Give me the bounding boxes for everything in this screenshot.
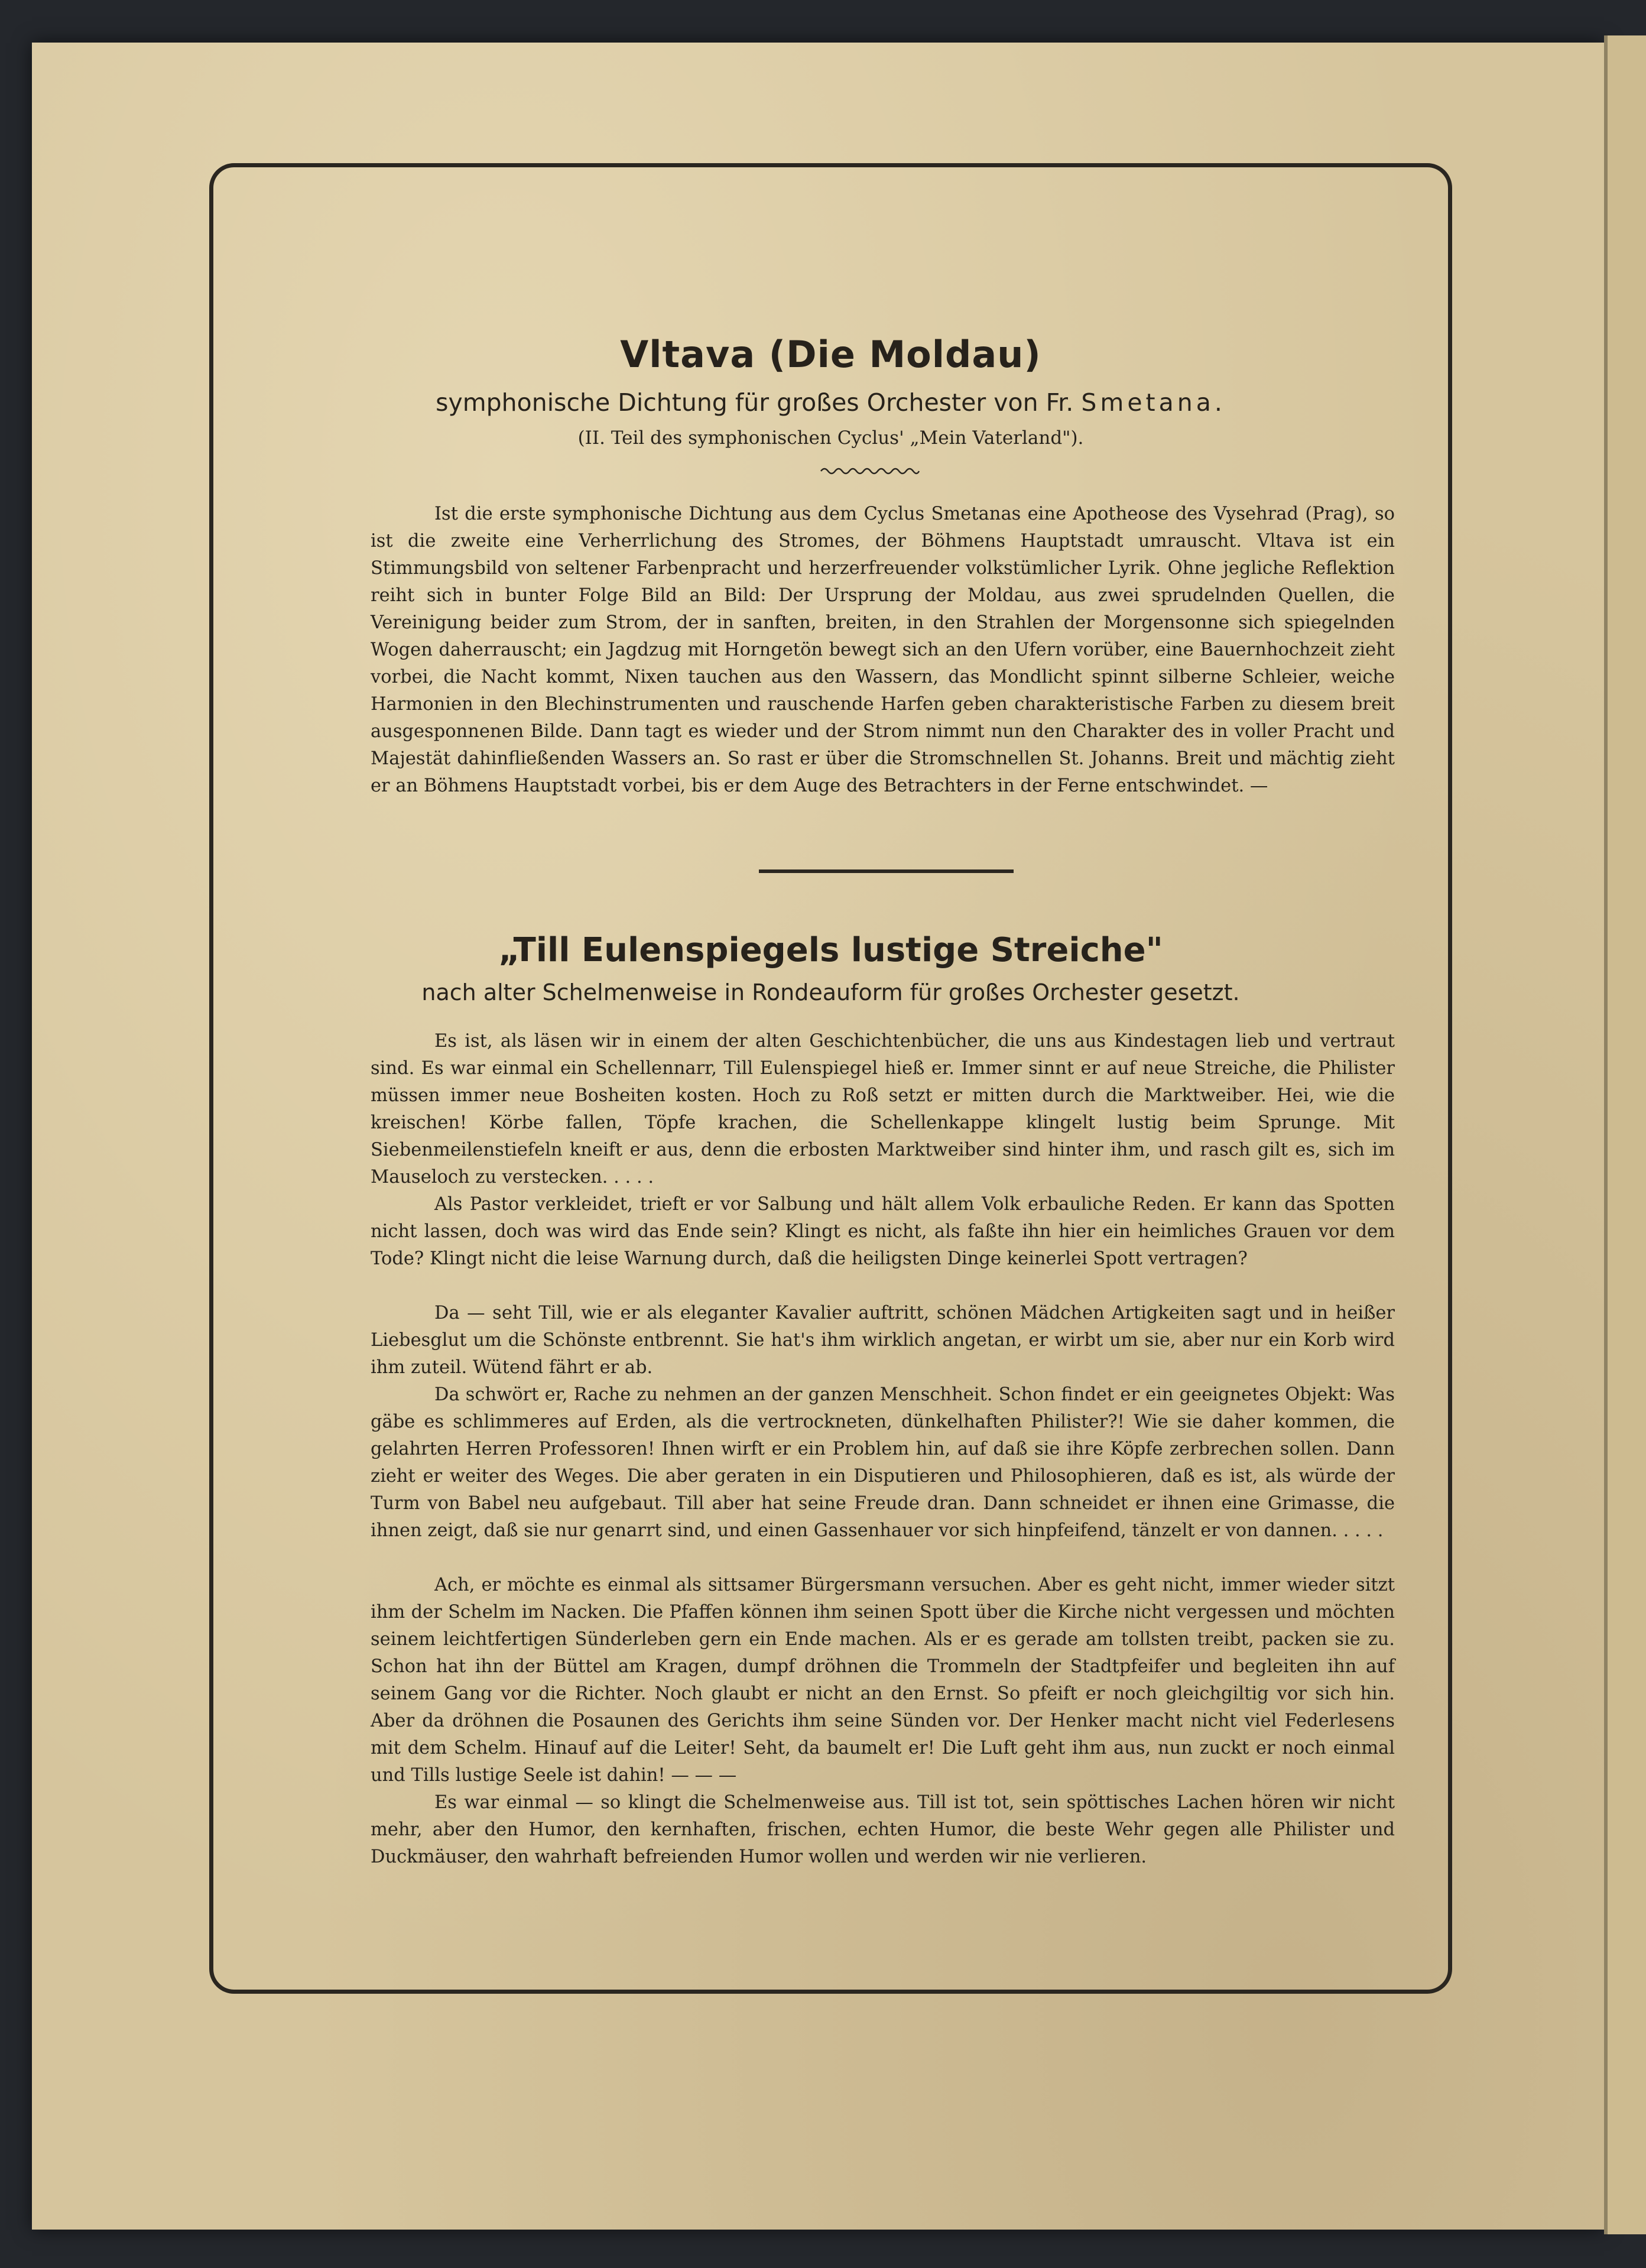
section-divider	[759, 869, 1014, 873]
ornament-squiggle	[820, 465, 920, 477]
till-subtitle: nach alter Schelmenweise in Rondeauform für großes Orchester gesetzt.	[421, 979, 1240, 1005]
vltava-paragraph: Ist die erste symphonische Dichtung aus dem Cyclus Smetanas eine Apotheose des Vysehrad (Prag), so ist die zweite eine Verherrlichung des Stromes, der Böhmens Hauptstadt umrauscht. Vltava ist ein Stimmungsbild von seltener Farbenpracht und herzerfreuender volkstümlicher Lyrik. Ohne jegliche Reflektion reiht sich in bunter Folge Bild an Bild: Der Ursprung der Moldau, aus zwei sprudelnden Quellen, die Vereinigung beider zum Strom, der in sanften, breiten, in den Strahlen der Morgensonne sich spiegelnden Wogen daherrauscht; ein Jagdzug mit Horngetön bewegt sich an den Ufern vorüber, eine Bauernhochzeit zieht vorbei, die Nacht kommt, Nixen tauchen aus den Wassern, das Mondlicht spinnt silberne Schleier, weiche Harmonien in den Blechinstrumenten und rauschende Harfen geben charakteristische Farben zu diesem breit ausgesponnenen Bilde. Dann tagt es wieder und der Strom nimmt nun den Charakter des in voller Pracht und Majestät dahinfließenden Wassers an. So rast er über die Stromschnellen St. Johanns. Breit und mächtig zieht er an Böhmens Hauptstadt vorbei, bis er dem Auge des Betrachters in der Ferne entschwindet. —	[371, 504, 1395, 796]
till-paragraph-5: Ach, er möchte es einmal als sittsamer Bürgersmann versuchen. Aber es geht nicht, immer wieder sitzt ihm der Schelm im Nacken. Die Pfaffen können ihm seinen Spott über die Kirche nicht vergessen und möchten seinem leichtfertigen Sünderleben gern ein Ende machen. Als er es gerade am tollsten treibt, packen sie zu. Schon hat ihn der Büttel am Kragen, dumpf dröhnen die Trommeln der Stadtpfeifer und begleiten ihn auf seinem Gang vor die Richter. Noch glaubt er nicht an den Ernst. So pfeift er noch gleichgiltig vor sich hin. Aber da dröhnen die Posaunen des Gerichts ihm seine Sünden vor. Der Henker macht nicht viel Federlesens mit dem Schelm. Hinauf auf die Leiter! Seht, da baumelt er! Die Luft geht ihm aus, nun zuckt er noch einmal und Tills lustige Seele ist dahin! — — —	[371, 1575, 1395, 1786]
till-paragraph-2: Als Pastor verkleidet, trieft er vor Salbung und hält allem Volk erbauliche Reden. Er kann das Spotten nicht lassen, doch was wird das Ende sein? Klingt es nicht, als faßte ihn hier ein heimliches Grauen vor dem Tode? Klingt nicht die leise Warnung durch, daß die heiligsten Dinge keinerlei Spott vertragen?	[371, 1194, 1395, 1269]
till-title: „Till Eulenspiegels lustige Streiche"	[498, 931, 1163, 969]
till-paragraph-1: Es ist, als läsen wir in einem der alten Geschichtenbücher, die uns aus Kindestagen lieb und vertraut sind. Es war einmal ein Schellennarr, Till Eulenspiegel hieß er. Immer sinnt er auf neue Streiche, die Philister müssen immer neue Bosheiten kosten. Hoch zu Roß setzt er mitten durch die Marktweiber. Hei, wie die kreischen! Körbe fallen, Töpfe krachen, die Schellenkappe klingelt lustig beim Sprunge. Mit Siebenmeilenstiefeln kneift er aus, denn die erbosten Marktweiber sind hinter ihm, und rasch gilt es, sich im Mauseloch zu verstecken. . . . .	[371, 1031, 1395, 1187]
vltava-cycle-note: (II. Teil des symphonischen Cyclus' „Mein Vaterland").	[577, 427, 1084, 449]
adjacent-page-edge	[1604, 35, 1646, 2234]
till-paragraph-3: Da — seht Till, wie er als eleganter Kavalier auftritt, schönen Mädchen Artigkeiten sagt und in heißer Liebesglut um die Schönste entbrennt. Sie hat's ihm wirklich angetan, er wirbt um sie, aber nur ein Korb wird ihm zuteil. Wütend fährt er ab.	[371, 1303, 1395, 1378]
text-frame	[209, 163, 1452, 1994]
till-paragraph-4: Da schwört er, Rache zu nehmen an der ganzen Menschheit. Schon findet er ein geeignetes Objekt: Was gäbe es schlimmeres auf Erden, als die vertrockneten, dünkelhaften Philister?! Wie sie daher kommen, die gelahrten Herren Professoren! Ihnen wirft er ein Problem hin, auf daß sie ihre Köpfe zerbrechen sollen. Dann zieht er weiter des Weges. Die aber geraten in ein Disputieren und Philosophieren, daß es ist, als würde der Turm von Babel neu aufgebaut. Till aber hat seine Freude dran. Dann schneidet er ihnen eine Grimasse, die ihnen zeigt, daß sie nur genarrt sind, und einen Gassenhauer vor sich hinpfeifend, tänzelt er von dannen. . . . .	[371, 1384, 1395, 1541]
till-paragraph-6: Es war einmal — so klingt die Schelmenweise aus. Till ist tot, sein spöttisches Lachen hören wir nicht mehr, aber den Humor, den kernhaften, frischen, echten Humor, die beste Wehr gegen alle Philister und Duckmäuser, den wahrhaft befreienden Humor wollen und werden wir nie verlieren.	[371, 1792, 1395, 1867]
vltava-title: Vltava (Die Moldau)	[620, 333, 1041, 376]
vltava-subtitle	[213, 388, 1448, 417]
vltava-subtitle-text: symphonische Dichtung für großes Orchester von Fr.	[436, 388, 1074, 417]
vltava-composer: Smetana.	[1081, 388, 1226, 417]
